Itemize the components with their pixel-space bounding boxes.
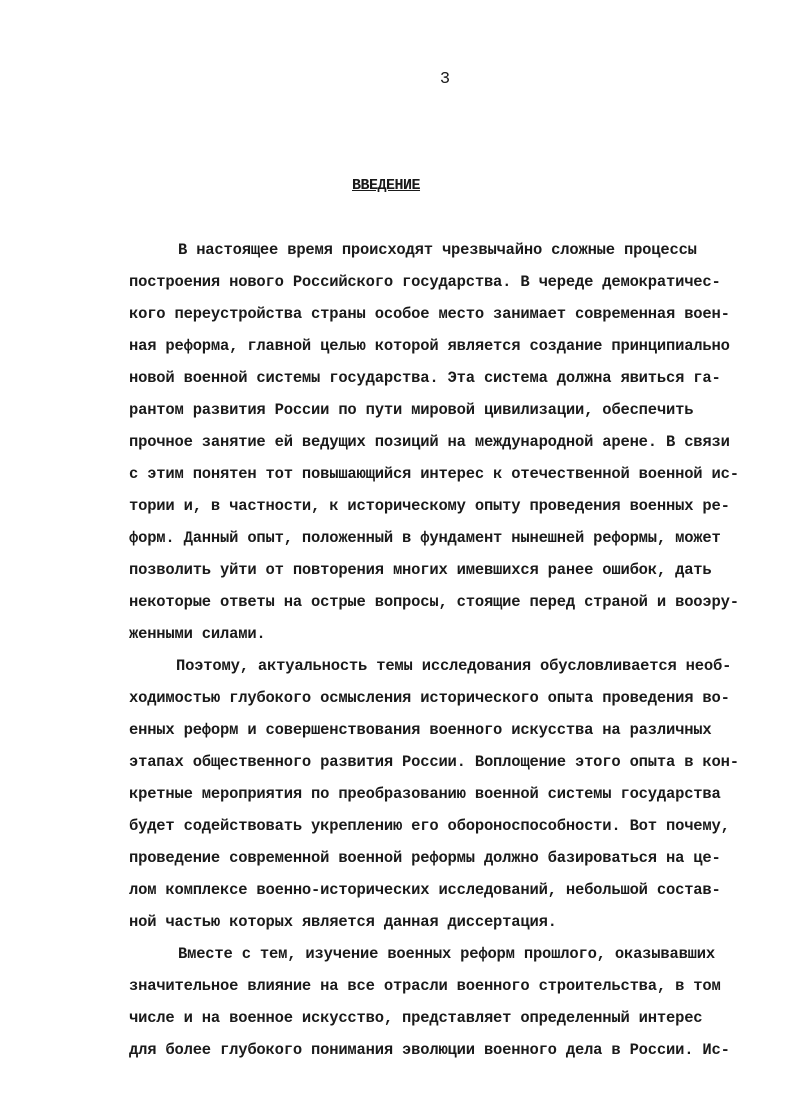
text-line: кретные мероприятия по преобразованию военной системы государства [129,785,721,803]
text-line: будет содействовать укреплению его обороноспособности. Вот почему, [129,817,730,835]
text-line: новой военной системы государства. Эта система должна явиться га- [129,369,721,387]
text-line: значительное влияние на все отрасли военного строительства, в том [129,977,721,995]
text-line: ходимостью глубокого осмысления исторического опыта проведения во- [129,689,730,707]
text-line: прочное занятие ей ведущих позиций на международной арене. В связи [129,433,730,451]
text-line: построения нового Российского государства. В череде демократичес- [129,273,721,291]
text-line: рантом развития России по пути мировой цивилизации, обеспечить [129,401,694,419]
text-line: лом комплексе военно-исторических исследований, небольшой состав- [129,881,721,899]
text-line: женными силами. [129,625,266,643]
text-line: с этим понятен тот повышающийся интерес к отечественной военной ис- [129,465,739,483]
text-line: форм. Данный опыт, положенный в фундамент нынешней реформы, может [129,529,721,547]
text-line: ная реформа, главной целью которой является создание принципиально [129,337,730,355]
text-line: для более глубокого понимания эволюции военного дела в России. Ис- [129,1041,730,1059]
page-number: 3 [439,70,451,89]
text-line: ной частью которых является данная диссертация. [129,913,557,931]
text-line: этапах общественного развития России. Воплощение этого опыта в кон- [129,753,739,771]
text-line: проведение современной военной реформы должно базироваться на це- [129,849,721,867]
text-line: енных реформ и совершенствования военного искусства на различных [129,721,712,739]
text-line: некоторые ответы на острые вопросы, стоящие перед страной и вооэру- [129,593,739,611]
text-line: числе и на военное искусство, представляет определенный интерес [129,1009,703,1027]
page-title: ВВЕДЕНИЕ [352,177,421,194]
text-line: позволить уйти от повторения многих имевшихся ранее ошибок, дать [129,561,712,579]
text-line: тории и, в частности, к историческому опыту проведения военных ре- [129,497,730,515]
text-line: Вместе с тем, изучение военных реформ прошлого, оказывавших [178,945,715,963]
text-line: кого переустройства страны особое место занимает современная воен- [129,305,730,323]
text-line: Поэтому, актуальность темы исследования обусловливается необ- [176,657,732,675]
text-line: В настоящее время происходят чрезвычайно сложные процессы [178,241,697,259]
